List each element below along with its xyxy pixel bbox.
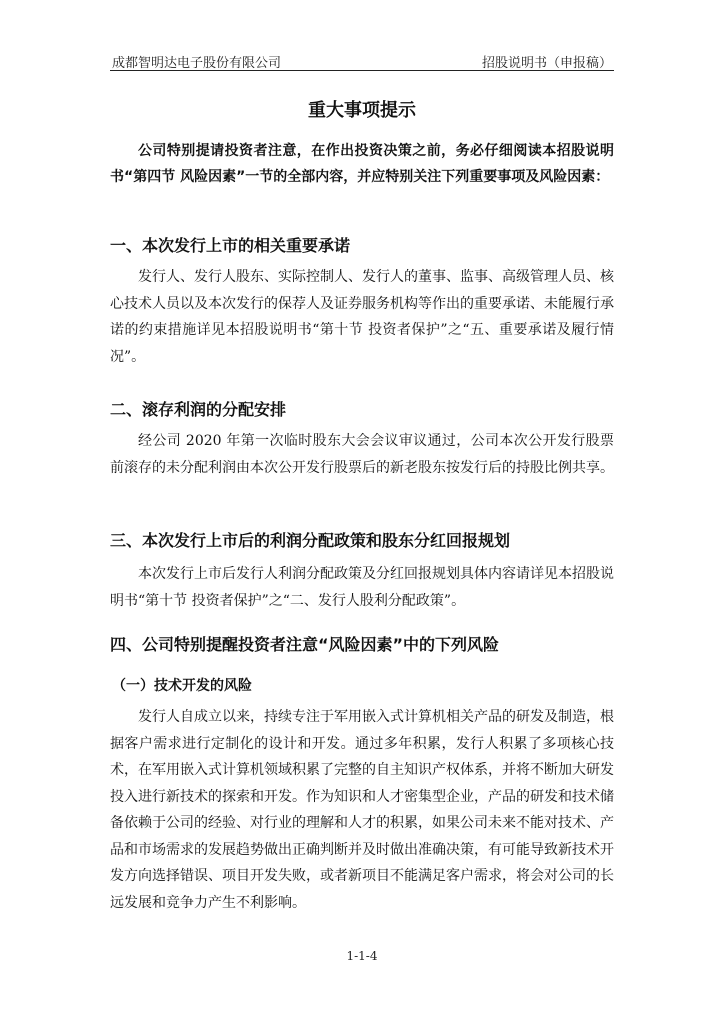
page-title: 重大事项提示: [308, 100, 416, 121]
intro-paragraph: 公司特别提请投资者注意，在作出投资决策之前，务必仔细阅读本招股说明书“第四节 风险因素”一节的全部内容，并应特别关注下列重要事项及风险因素：: [110, 143, 614, 185]
subsection-body-tech-risk: 发行人自成立以来，持续专注于军用嵌入式计算机相关产品的研发及制造，根据客户需求进行定制化的设计和开发。通过多年积累，发行人积累了多项核心技术，在军用嵌入式计算机领域积累了完整的自主知识产权体系，并将不断加大研发投入进行新技术的探索和开发。作为知识和人才密集型企业，产品的研发和技术储备依赖于公司的经验、对行业的理解和人才的积累，如果公司未来不能对技术、产品和市场需求的发展趋势做出正确判断并及时做出准确决策，有可能导致新技术开发方向选择错误、项目开发失败，或者新项目不能满足客户需求，将会对公司的长远发展和竞争力产生不利影响。: [110, 709, 614, 911]
section-heading-commitments: 一、本次发行上市的相关重要承诺: [110, 236, 351, 255]
section-heading-dividend-policy: 三、本次发行上市后的利润分配政策和股东分红回报规划: [110, 531, 511, 550]
header-document-type: 招股说明书（申报稿）: [481, 56, 612, 71]
section-body-commitments: 发行人、发行人股东、实际控制人、发行人的董事、监事、高级管理人员、核心技术人员以及本次发行的保荐人及证券服务机构等作出的重要承诺、未能履行承诺的约束措施详见本招股说明书“第十节 投资者保护”之“五、重要承诺及履行情况”。: [110, 269, 614, 365]
section-heading-risk-factors: 四、公司特别提醒投资者注意“风险因素”中的下列风险: [110, 635, 500, 654]
section-heading-retained-profit: 二、滚存利润的分配安排: [110, 400, 287, 419]
page-number: 1-1-4: [346, 949, 378, 963]
header-company-name: 成都智明达电子股份有限公司: [112, 56, 282, 71]
section-body-dividend-policy: 本次发行上市后发行人利润分配政策及分红回报规划具体内容请详见本招股说明书“第十节 投资者保护”之“二、发行人股利分配政策”。: [110, 566, 614, 609]
section-body-retained-profit: 经公司 2020 年第一次临时股东大会会议审议通过，公司本次公开发行股票前滚存的未分配利润由本次公开发行股票后的新老股东按发行后的持股比例共享。: [110, 433, 614, 476]
header-rule: [110, 70, 614, 71]
running-header: [110, 49, 614, 71]
subsection-heading-tech-risk: （一）技术开发的风险: [112, 678, 252, 694]
